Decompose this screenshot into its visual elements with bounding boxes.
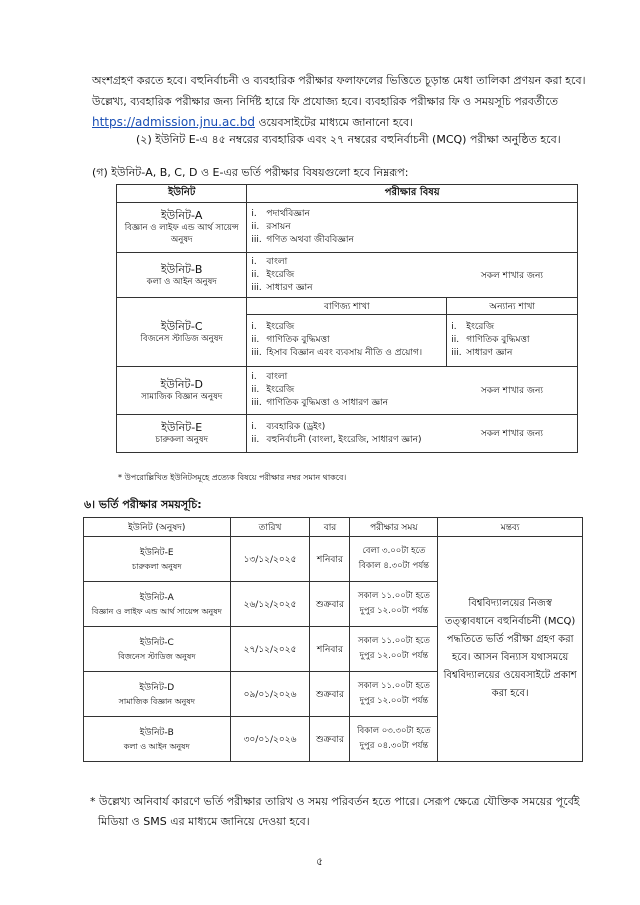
row-day: শুক্রবার xyxy=(310,672,350,717)
row-time-start: বেলা ৩.০০টা হতে xyxy=(362,546,426,556)
list-item: ii. রসায়ন xyxy=(251,222,291,232)
list-item: iii. হিসাব বিজ্ঞান এবং ব্যবসায় নীতি ও প্রয়োগ। xyxy=(251,348,423,358)
row-time-end: দুপুর ১২.০০টা পর্যন্ত xyxy=(359,606,429,616)
row-time-start: সকাল ১১.০০টা হতে xyxy=(357,681,430,691)
schedule-table xyxy=(83,517,583,762)
unit-a-name: ইউনিট-A xyxy=(160,209,203,222)
col-time: পরীক্ষার সময় xyxy=(350,518,438,537)
list-item: i. বাংলা xyxy=(251,256,288,267)
list-item: ii. বহুনির্বাচনী (বাংলা, ইংরেজি, সাধারণ জ্ঞান) xyxy=(251,434,422,445)
schedule-header xyxy=(84,518,583,537)
row-time-end: দুপুর ১২.০০টা পর্যন্ত xyxy=(359,696,429,706)
col-remark: মন্তব্য xyxy=(438,518,583,537)
row-unit: ইউনিট-A xyxy=(139,592,174,603)
row-day: শুক্রবার xyxy=(310,582,350,627)
unit-e-scope: সকল শাখার জন্য xyxy=(447,415,578,453)
row-unit-b xyxy=(117,253,578,298)
section-6-heading: ৬। ভর্তি পরীক্ষার সময়সূচি: xyxy=(84,498,202,511)
row-unit: ইউনিট-E xyxy=(140,547,174,558)
col-day: বার xyxy=(310,518,350,537)
subjects-footnote: * উপরোল্লিখিত ইউনিটসমূহে প্রত্যেক বিষয়ে পরীক্ষার নম্বর সমান থাকবে। xyxy=(118,473,347,482)
row-faculty: সামাজিক বিজ্ঞান অনুষদ xyxy=(118,696,195,706)
schedule-note-line-1: * উল্লেখ্য অনিবার্য কারণে ভর্তি পরীক্ষার তারিখ ও সময় পরিবর্তন হতে পারে। সেরূপ ক্ষেত্রে যৌক্তিক সময়ের পূর্বেই xyxy=(90,795,580,808)
row-unit: ইউনিট-B xyxy=(139,727,174,738)
commerce-branch-header: বাণিজ্য শাখা xyxy=(247,298,447,315)
row-time-end: দুপুর ০৪.৩০টা পর্যন্ত xyxy=(359,741,429,751)
row-unit: ইউনিট-D xyxy=(139,682,175,693)
row-faculty: চারুকলা অনুষদ xyxy=(132,561,182,571)
unit-b-faculty: কলা ও আইন অনুষদ xyxy=(146,276,217,287)
list-item: ii. গাণিতিক বুদ্ধিমত্তা xyxy=(451,335,530,345)
list-item: ii. ইংরেজি xyxy=(251,269,295,280)
col-date: তারিখ xyxy=(230,518,310,537)
subjects-table-header xyxy=(117,185,578,203)
unit-b-name: ইউনিট-B xyxy=(160,262,203,276)
row-unit: ইউনিট-C xyxy=(139,637,174,648)
row-time-end: বিকাল ৪.৩০টা পর্যন্ত xyxy=(358,561,429,571)
list-item: i. ইংরেজি xyxy=(451,322,495,332)
row-time-end: দুপুর ১২.০০টা পর্যন্ত xyxy=(359,651,429,661)
point-2: (২) ইউনিট E-এ ৪৫ নম্বরের ব্যবহারিক এবং ২৭ নম্বরের বহুনির্বাচনী (MCQ) পরীক্ষা অনুষ্ঠিত হবে। xyxy=(136,133,561,146)
row-time-start: সকাল ১১.০০টা হতে xyxy=(357,636,430,646)
row-unit-e xyxy=(117,415,578,453)
list-item: ii. ইংরেজি xyxy=(251,385,295,395)
row-time-start: সকাল ১১.০০টা হতে xyxy=(357,591,430,601)
intro-line-2: উল্লেখ্য, ব্যবহারিক পরীক্ষার জন্য নির্দিষ্ট হারে ফি প্রযোজ্য হবে। ব্যবহারিক পরীক্ষার ফি ও সময়সূচি পরবর্তীতে xyxy=(92,95,559,108)
unit-d-name: ইউনিট-D xyxy=(160,378,203,391)
section-g-heading: (গ) ইউনিট-A, B, C, D ও E-এর ভর্তি পরীক্ষার বিষয়গুলো হবে নিম্নরূপ: xyxy=(92,166,409,179)
row-day: শনিবার xyxy=(310,537,350,582)
admission-link[interactable]: https://admission.jnu.ac.bd xyxy=(92,115,255,129)
row-date: ২৭/১২/২০২৫ xyxy=(230,627,310,672)
row-unit-c-header xyxy=(117,298,578,315)
subjects-table xyxy=(116,184,578,453)
list-item: i. ইংরেজি xyxy=(251,322,295,332)
intro-paragraph xyxy=(92,70,592,133)
list-item: i. বাংলা xyxy=(251,372,288,382)
list-item: iii. সাধারণ জ্ঞান xyxy=(451,348,513,358)
unit-d-faculty: সামাজিক বিজ্ঞান অনুষদ xyxy=(141,392,223,402)
col-subject-header: পরীক্ষার বিষয় xyxy=(247,185,578,203)
row-day: শুক্রবার xyxy=(310,717,350,762)
schedule-note-line-2: মিডিয়া ও SMS এর মাধ্যমে জানিয়ে দেওয়া হবে। xyxy=(98,815,310,828)
unit-c-faculty: বিজনেস স্টাডিজ অনুষদ xyxy=(140,333,223,344)
unit-a-faculty: বিজ্ঞান ও লাইফ এন্ড আর্থ সায়েন্স অনুষদ xyxy=(124,223,239,245)
unit-e-faculty: চারুকলা অনুষদ xyxy=(155,435,208,445)
page-number: ৫ xyxy=(316,855,324,868)
col-unit-faculty: ইউনিট (অনুষদ) xyxy=(84,518,231,537)
row-faculty: বিজ্ঞান ও লাইফ এন্ড আর্থ সায়েন্স অনুষদ xyxy=(91,606,222,616)
list-item: iii. সাধারণ জ্ঞান xyxy=(251,282,313,293)
col-unit-header: ইউনিট xyxy=(117,185,247,203)
intro-line-3: ওয়েবসাইটের মাধ্যমে জানানো হবে। xyxy=(254,116,414,129)
table-row xyxy=(84,537,583,582)
intro-line-1: অংশগ্রহণ করতে হবে। বহুনির্বাচনী ও ব্যবহারিক পরীক্ষার ফলাফলের ভিত্তিতে চূড়ান্ত মেধা তালিকা প্রণয়ন করা হবে। xyxy=(92,74,586,87)
unit-c-name: ইউনিট-C xyxy=(160,319,203,333)
row-time-start: বিকাল ০৩.৩০টা হতে xyxy=(357,726,431,736)
list-item: i. ব্যবহারিক (ড্রইং) xyxy=(251,421,326,432)
row-day: শনিবার xyxy=(310,627,350,672)
row-unit-a xyxy=(117,203,578,253)
row-faculty: কলা ও আইন অনুষদ xyxy=(123,741,190,751)
row-date: ০৯/০১/২০২৬ xyxy=(230,672,310,717)
unit-d-scope: সকল শাখার জন্য xyxy=(447,367,578,415)
list-item: iii. গাণিতিক বুদ্ধিমত্তা ও সাধারণ জ্ঞান xyxy=(251,398,389,408)
list-item: ii. গাণিতিক বুদ্ধিমত্তা xyxy=(251,335,330,345)
schedule-remark: বিশ্ববিদ্যালয়ের নিজস্ব তত্ত্বাবধানে বহুনির্বাচনী (MCQ) পদ্ধতিতে ভর্তি পরীক্ষা গ্রহণ করা হবে। আসন বিন্যাস যথাসময়ে বিশ্ববিদ্যালয়ের ওয়েবসাইটে প্রকাশ করা হবে। xyxy=(438,537,583,762)
row-date: ৩০/০১/২০২৬ xyxy=(230,717,310,762)
row-faculty: বিজনেস স্টাডিজ অনুষদ xyxy=(118,651,196,661)
list-item: iii. গণিত অথবা জীববিজ্ঞান xyxy=(251,235,354,245)
row-date: ২৬/১২/২০২৫ xyxy=(230,582,310,627)
other-branch-header: অন্যান্য শাখা xyxy=(447,298,578,315)
unit-e-name: ইউনিট-E xyxy=(161,421,203,434)
row-unit-d xyxy=(117,367,578,415)
unit-b-scope: সকল শাখার জন্য xyxy=(447,253,578,298)
row-date: ১৩/১২/২০২৫ xyxy=(230,537,310,582)
list-item: i. পদার্থবিজ্ঞান xyxy=(251,209,310,219)
